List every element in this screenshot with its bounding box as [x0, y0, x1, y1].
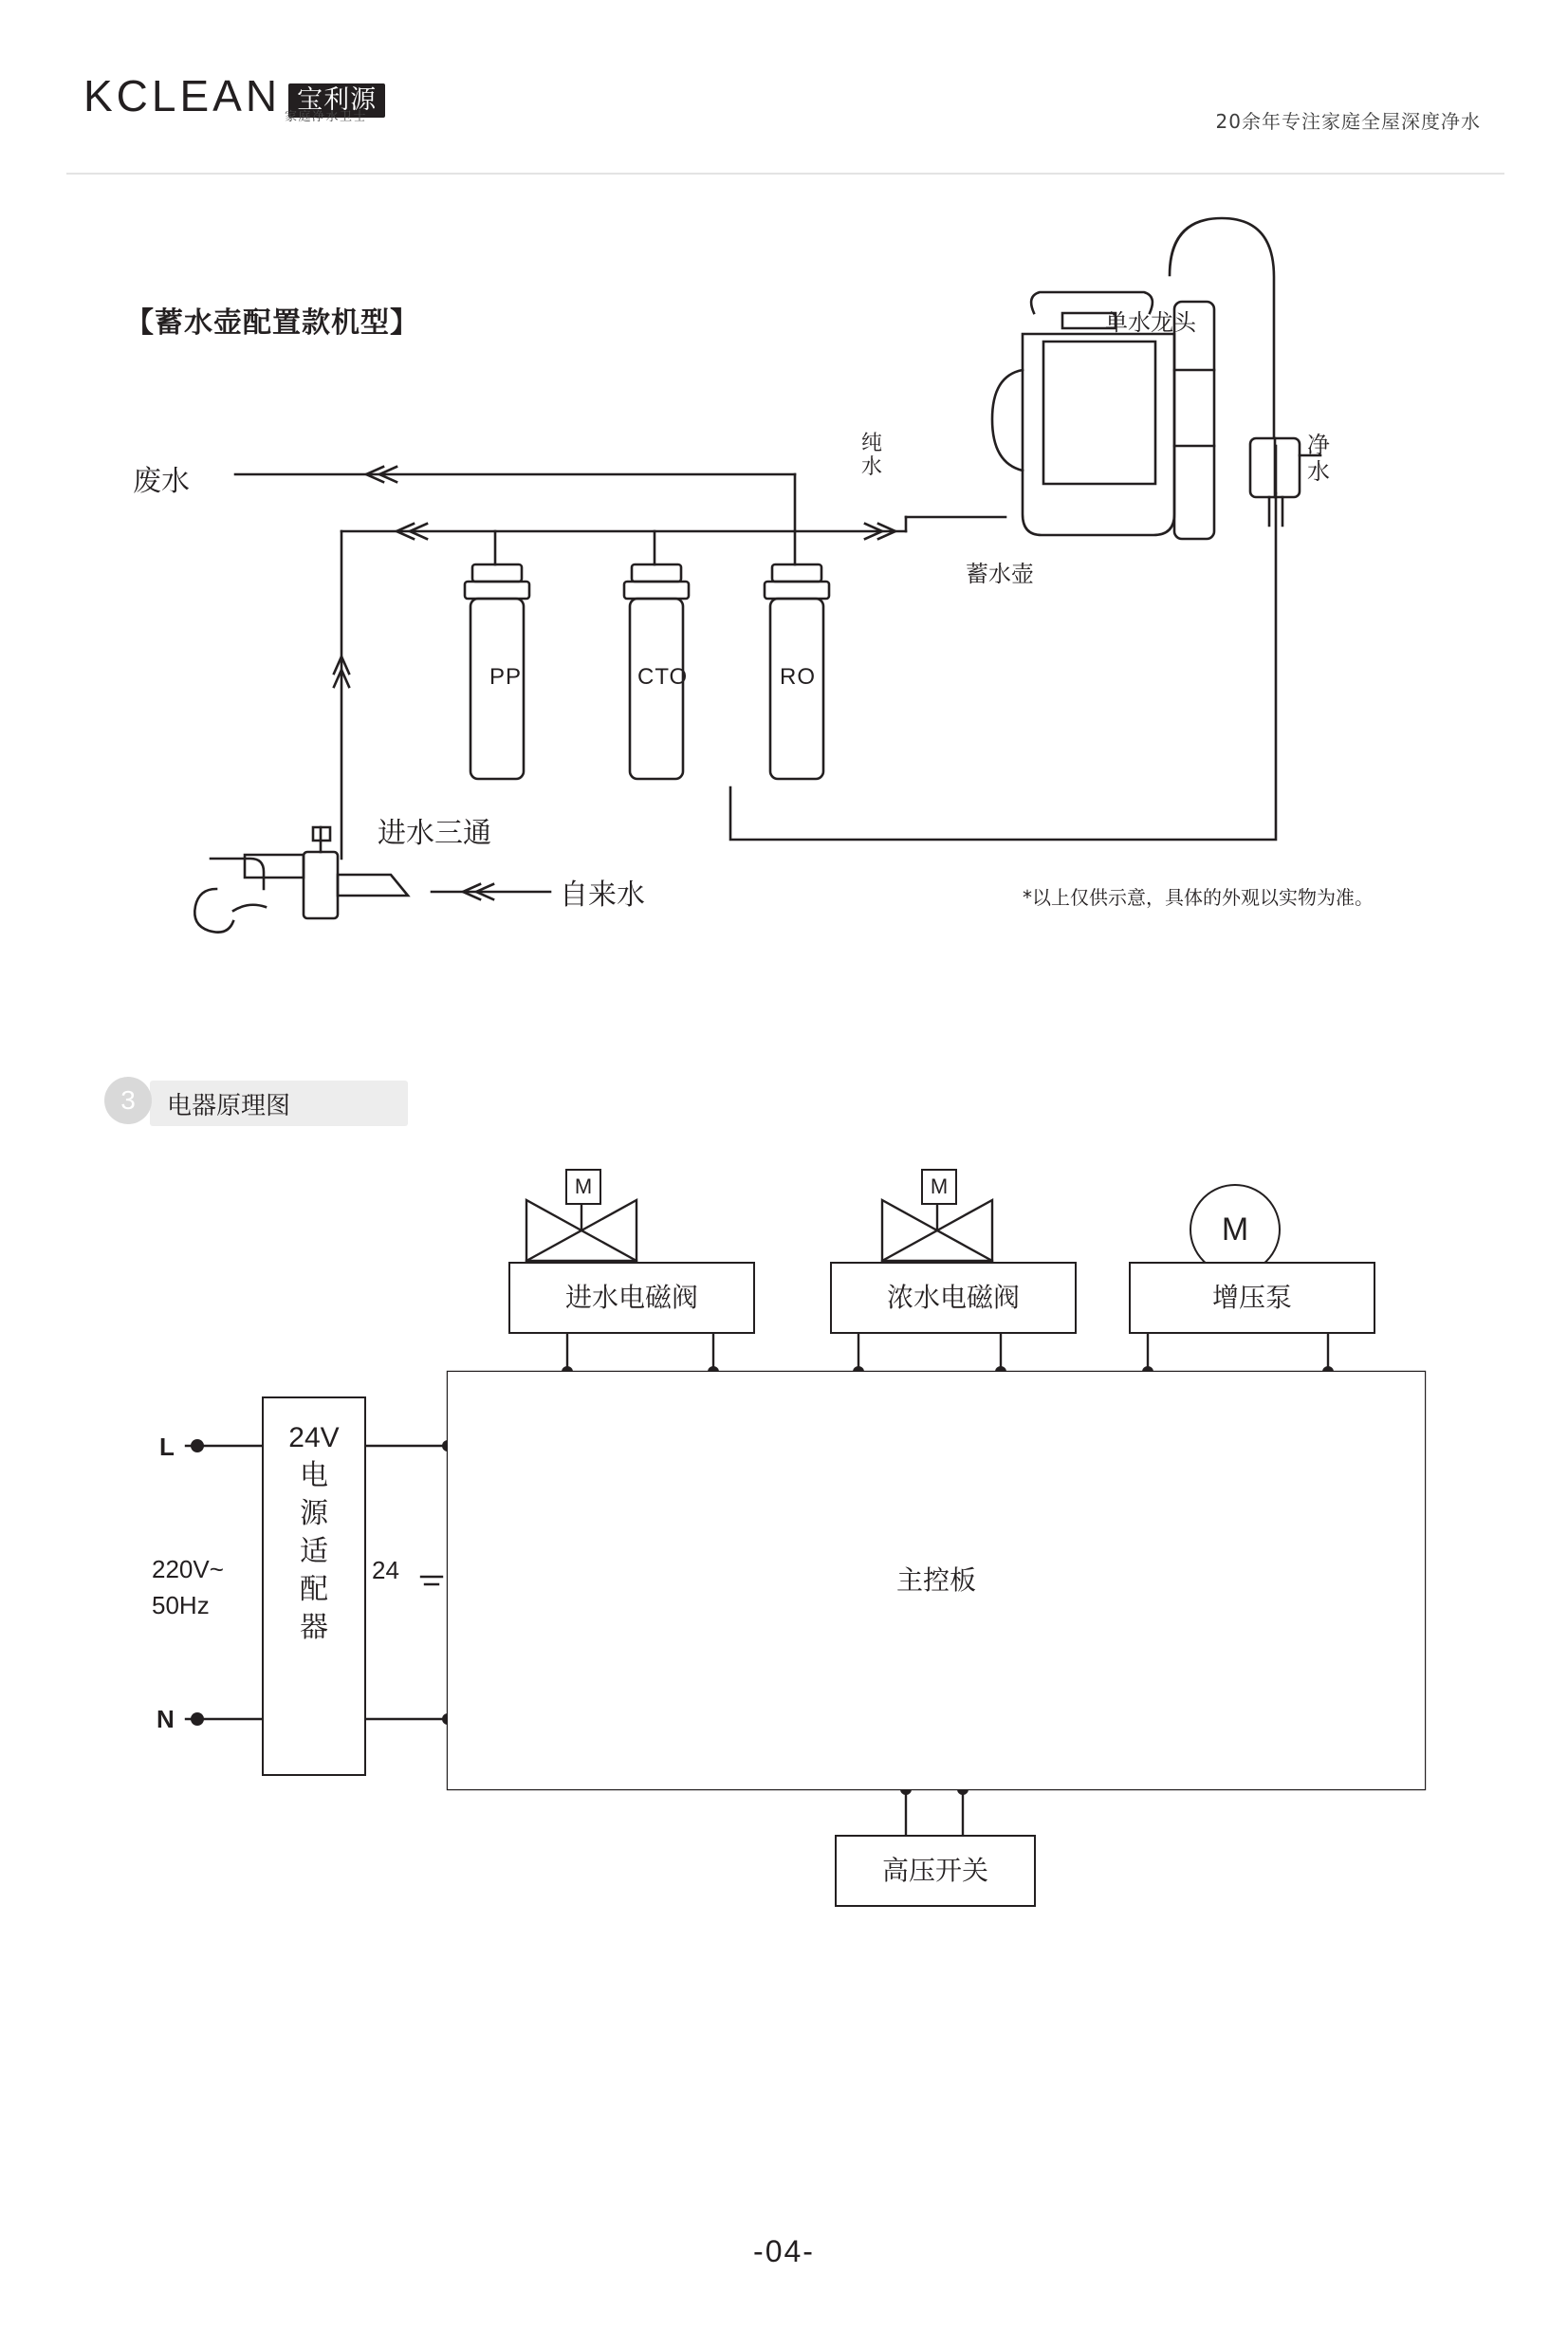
label-clean-water: 净水 [1307, 432, 1330, 485]
terminal-label-live: L [159, 1433, 175, 1461]
label-tap-water: 自来水 [560, 878, 645, 912]
main-control-board-label: 主控板 [448, 1372, 1425, 1789]
label-single-faucet: 单水龙头 [1105, 309, 1196, 336]
dc-output-label: 24 [372, 1556, 399, 1584]
section1-note: *以上仅供示意，具体的外观以实物为准。 [1023, 886, 1374, 909]
booster-pump-box: 增压泵 [1129, 1262, 1375, 1334]
logo-badge: 宝利源 [288, 83, 385, 118]
logo-text: KCLEAN [83, 71, 282, 120]
mains-frequency: 50Hz [152, 1591, 210, 1619]
label-water-kettle: 蓄水壶 [966, 561, 1034, 587]
adapter-line-2: 电 [300, 1459, 328, 1492]
section3-title: 电器原理图 [167, 1092, 291, 1120]
page-header [0, 0, 1568, 176]
label-pure-water: 纯水 [860, 432, 882, 479]
label-inlet-tee: 进水三通 [378, 817, 491, 850]
filter-label-ro: RO [780, 664, 816, 690]
adapter-line-6: 器 [300, 1611, 328, 1644]
power-adapter-box [262, 1396, 366, 1776]
terminal-label-neutral: N [157, 1705, 175, 1733]
high-pressure-switch-box: 高压开关 [835, 1835, 1036, 1907]
adapter-line-5: 配 [300, 1573, 328, 1606]
valve2-motor-mark: M [921, 1169, 957, 1205]
filter-label-cto: CTO [637, 664, 689, 690]
adapter-line-1: 24V [288, 1422, 340, 1453]
adapter-line-3: 源 [300, 1497, 328, 1530]
label-waste-water: 废水 [133, 465, 190, 498]
adapter-line-4: 适 [300, 1535, 328, 1568]
section3-header [104, 1077, 398, 1130]
inlet-solenoid-valve-box: 进水电磁阀 [508, 1262, 755, 1334]
pump-motor-symbol: M [1190, 1184, 1281, 1275]
logo-subtitle: 家庭净水卫士 [285, 110, 368, 124]
header-divider [66, 173, 1504, 175]
valve1-motor-mark: M [565, 1169, 601, 1205]
header-slogan: 20余年专注家庭全屋深度净水 [1215, 110, 1481, 133]
filter-label-pp: PP [489, 664, 523, 690]
mains-voltage: 220V~ [152, 1555, 224, 1583]
section3-number-badge: 3 [104, 1077, 152, 1124]
waste-solenoid-valve-box: 浓水电磁阀 [830, 1262, 1077, 1334]
section1-title: 【蓄水壶配置款机型】 [125, 306, 419, 340]
mains-supply-label [152, 1551, 224, 1623]
page-number: -04- [753, 2234, 815, 2268]
